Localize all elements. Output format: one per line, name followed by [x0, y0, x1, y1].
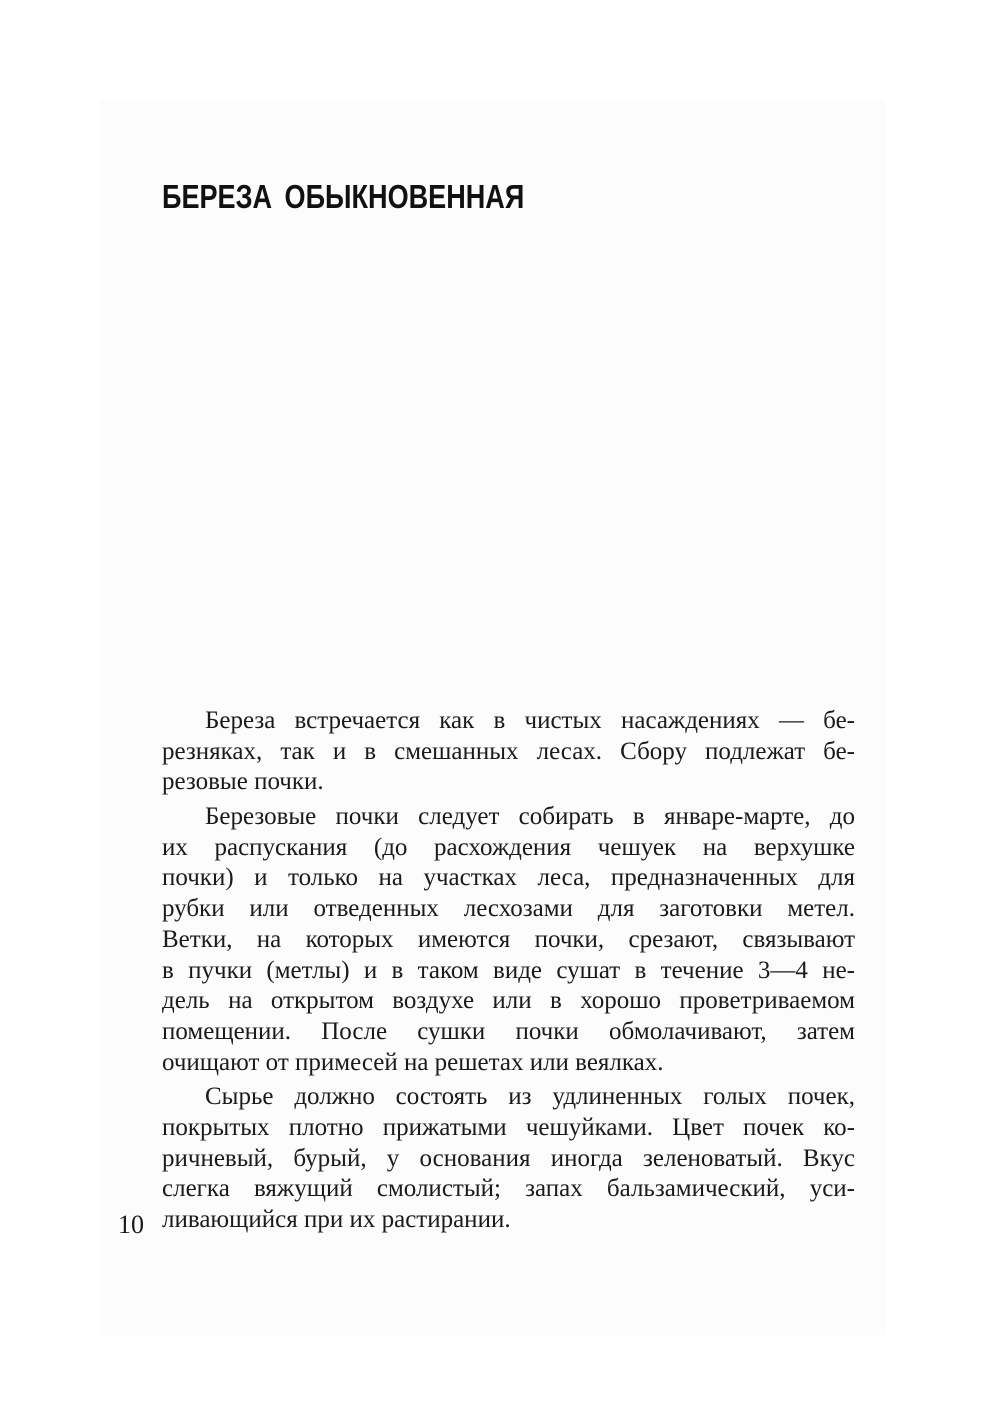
- text-line: почки) и только на участках леса, предназначенных для: [162, 864, 855, 892]
- paragraph: [162, 1082, 855, 1235]
- text-line: в пучки (метлы) и в таком виде сушат в течение 3—4 не-: [162, 956, 855, 984]
- text-line: резняках, так и в смешанных лесах. Сбору подлежат бе-: [162, 737, 855, 765]
- text-line: резовые почки.: [162, 768, 324, 796]
- text-line: дель на открытом воздухе или в хорошо проветриваемом: [162, 987, 855, 1015]
- text-line: слегка вяжущий смолистый; запах бальзамический, уси-: [162, 1175, 855, 1203]
- text-line: Березовые почки следует собирать в январе-марте, до: [205, 803, 855, 831]
- text-line: Ветки, на которых имеются почки, срезают, связывают: [162, 925, 855, 953]
- text-line: рубки или отведенных лесхозами для заготовки метел.: [162, 895, 855, 923]
- text-line: ричневый, бурый, у основания иногда зеленоватый. Вкус: [162, 1144, 855, 1172]
- text-line: очищают от примесей на решетах или веялках.: [162, 1048, 664, 1076]
- body-text: [162, 706, 855, 1236]
- text-line: ливающийся при их растирании.: [162, 1206, 511, 1233]
- text-line: Сырье должно состоять из удлиненных голых почек,: [205, 1083, 855, 1111]
- text-line: помещении. После сушки почки обмолачивают, затем: [162, 1017, 855, 1045]
- text-line: Береза встречается как в чистых насаждениях — бе-: [205, 707, 855, 734]
- page-title: БЕРЕЗА ОБЫКНОВЕННАЯ: [162, 178, 525, 215]
- paragraph: [162, 802, 855, 1078]
- paragraph: [162, 706, 855, 798]
- page-number: 10: [118, 1210, 144, 1239]
- text-line: их распускания (до расхождения чешуек на верхушке: [162, 833, 855, 861]
- text-line: покрытых плотно прижатыми чешуйками. Цвет почек ко-: [162, 1113, 855, 1141]
